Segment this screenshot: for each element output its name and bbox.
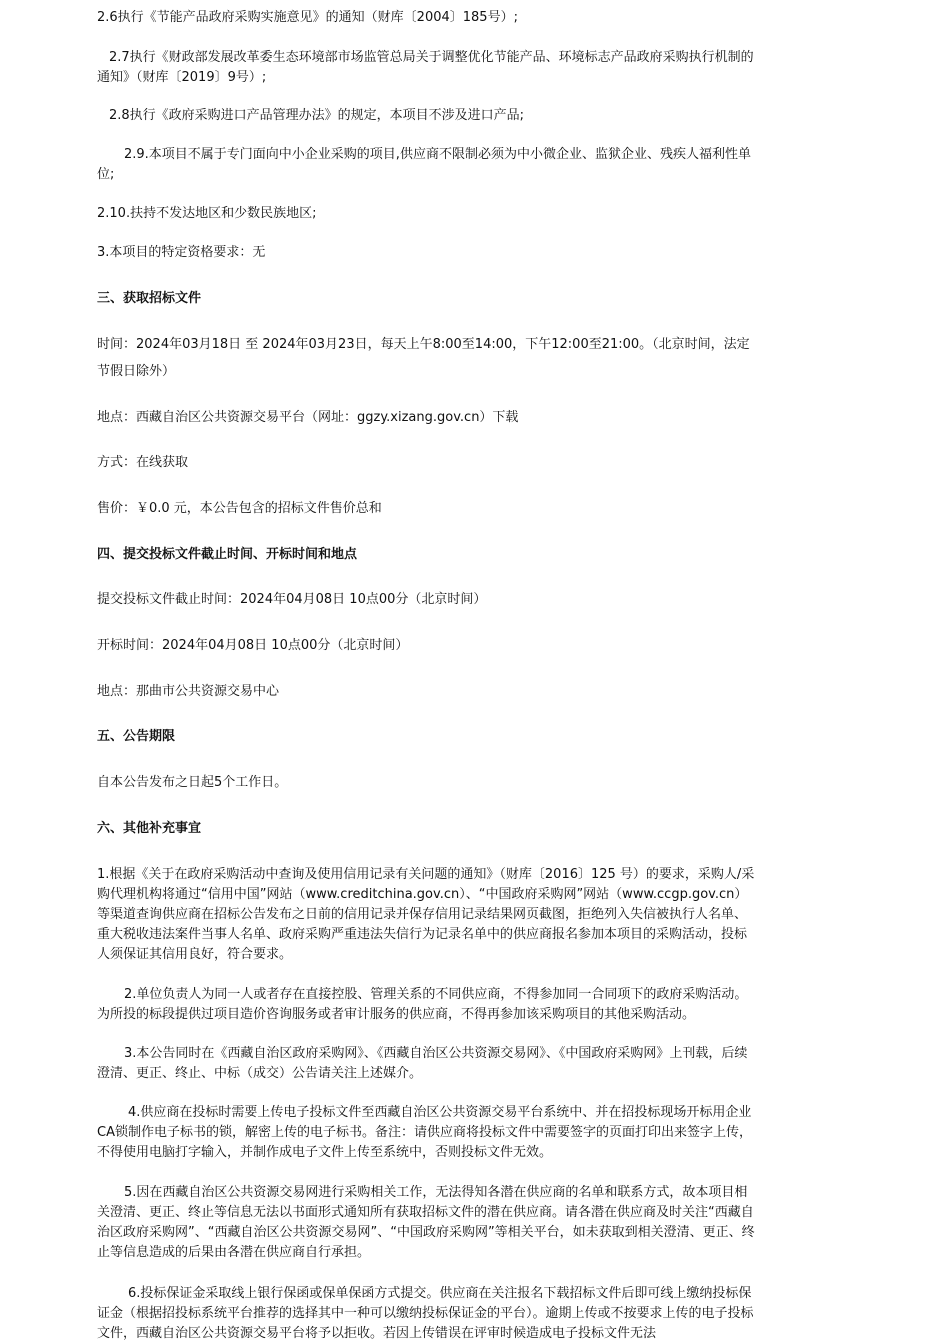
obtain-place: 地点：西藏自治区公共资源交易平台（网址：ggzy.xizang.gov.cn）下载 [97,410,519,425]
submission-deadline: 提交投标文件截止时间：2024年04月08日 10点00分（北京时间） [97,592,487,607]
notice-period: 自本公告发布之日起5个工作日。 [97,775,288,790]
heading-section-6: 六、其他补充事宜 [97,821,202,836]
item-3: 3.本项目的特定资格要求：无 [97,245,266,260]
supplement-item-5: 5.因在西藏自治区公共资源交易网进行采购相关工作，无法得知各潜在供应商的名单和联系方式，故本项目相关澄清、更正、终止等信息无法以书面形式通知所有获取招标文件的潜在供应商。请各潜在供应商及时关注“西藏自治区政府采购网”、“西藏自治区公共资源交易网”、“中国政府采购网”等相关平台，如未获取到相关澄清、更正、终止等信息造成的后果由各潜在供应商自行承担。 [97,1185,755,1260]
heading-section-4: 四、提交投标文件截止时间、开标时间和地点 [97,547,358,562]
item-2-6: 2.6执行《节能产品政府采购实施意见》的通知（财库〔2004〕185号）; [97,10,518,25]
supplement-item-1: 1.根据《关于在政府采购活动中查询及使用信用记录有关问题的通知》（财库〔2016〕125 号）的要求，采购人/采购代理机构将通过“信用中国”网站（www.creditchina.gov.cn）、“中国政府采购网”网站（www.ccgp.gov.cn）等渠道查询供应商在招标公告发布之日前的信用记录并保存信用记录结果网页截图，拒绝列入失信被执行人名单、重大税收违法案件当事人名单、政府采购严重违法失信行为记录名单中的供应商报名参加本项目的采购活动，投标人须保证其信用良好，符合要求。 [97,867,755,962]
opening-place: 地点：那曲市公共资源交易中心 [97,684,280,699]
heading-section-5: 五、公告期限 [97,729,176,744]
obtain-price: 售价：￥0.0 元，本公告包含的招标文件售价总和 [97,501,382,516]
item-2-7: 2.7执行《财政部发展改革委生态环境部市场监管总局关于调整优化节能产品、环境标志产品政府采购执行机制的通知》（财库〔2019〕9号）; [97,50,754,85]
supplement-item-6: 6.投标保证金采取线上银行保函或保单保函方式提交。供应商在关注报名下载招标文件后即可线上缴纳投标保证金（根据招投标系统平台推荐的选择其中一种可以缴纳投标保证金的平台）。逾期上传或不按要求上传的电子投标文件，西藏自治区公共资源交易平台将予以拒收。若因上传错误在评审时候造成电子投标文件无法 [97,1286,754,1341]
heading-section-3: 三、获取招标文件 [97,291,202,306]
opening-time: 开标时间：2024年04月08日 10点00分（北京时间） [97,638,409,653]
obtain-method: 方式：在线获取 [97,455,189,470]
supplement-item-3: 3.本公告同时在《西藏自治区政府采购网》、《西藏自治区公共资源交易网》、《中国政府采购网》上刊载，后续澄清、更正、终止、中标（成交）公告请关注上述媒介。 [97,1046,748,1081]
item-2-8: 2.8执行《政府采购进口产品管理办法》的规定，本项目不涉及进口产品; [109,108,525,123]
item-2-9: 2.9.本项目不属于专门面向中小企业采购的项目,供应商不限制必须为中小微企业、监狱企业、残疾人福利性单位; [97,147,751,182]
obtain-time: 时间：2024年03月18日 至 2024年03月23日，每天上午8:00至14:00，下午12:00至21:00。（北京时间，法定节假日除外） [97,337,750,379]
item-2-10: 2.10.扶持不发达地区和少数民族地区; [97,206,317,221]
supplement-item-4: 4.供应商在投标时需要上传电子投标文件至西藏自治区公共资源交易平台系统中、并在招投标现场开标用企业CA锁制作电子标书的锁，解密上传的电子标书。备注：请供应商将投标文件中需要签字的页面打印出来签字上传，不得使用电脑打字输入，并制作成电子文件上传至系统中，否则投标文件无效。 [97,1105,752,1160]
supplement-item-2: 2.单位负责人为同一人或者存在直接控股、管理关系的不同供应商，不得参加同一合同项下的政府采购活动。为所投的标段提供过项目造价咨询服务或者审计服务的供应商，不得再参加该采购项目的其他采购活动。 [97,987,748,1022]
